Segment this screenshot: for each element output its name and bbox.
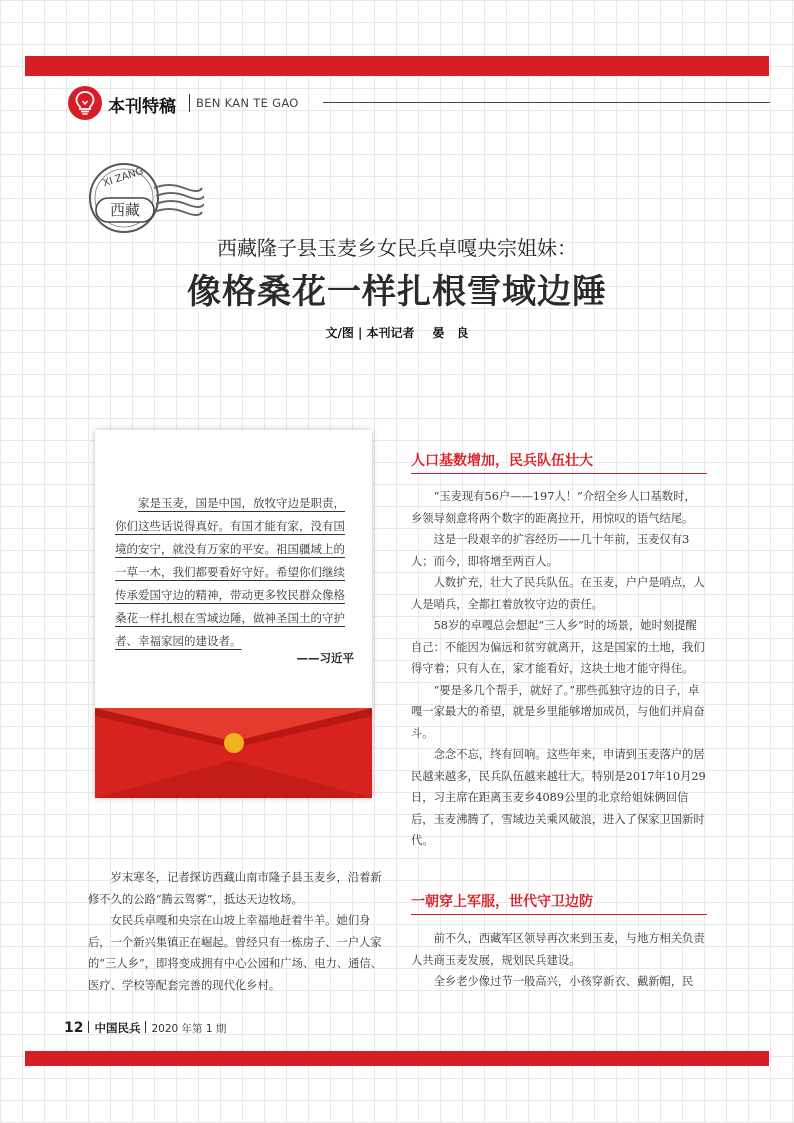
quote-author: ——习近平 [296, 651, 354, 665]
issue-number: 2020 年第 1 期 [151, 1023, 227, 1035]
right-column-section-1 [411, 486, 707, 852]
paragraph: 这是一段艰辛的扩容经历——几十年前，玉麦仅有3人；而今，即将增至两百人。 [411, 533, 690, 568]
byline-label: 文/图 | 本刊记者 [325, 326, 415, 340]
quote-card [95, 430, 372, 798]
paragraph: 人数扩充，壮大了民兵队伍。在玉麦，户户是哨点，人人是哨兵，全都扛着放牧守边的责任。 [411, 576, 705, 611]
stamp-top-text: XI ZANG [101, 165, 145, 190]
subhead-population: 人口基数增加，民兵队伍壮大 [411, 450, 593, 470]
paragraph: 58岁的卓嘎总会想起“三人乡”时的场景，她时刻提醒自己：不能因为偏远和贫穷就离开，这是国家的土地，我们得守着；只有人在，家才能看好，这块土地才能守得住。 [411, 619, 705, 675]
section-divider [189, 94, 190, 112]
bottom-red-bar [25, 1051, 769, 1066]
magazine-name: 中国民兵 [94, 1021, 141, 1035]
article-kicker: 西藏隆子县玉麦乡女民兵卓嘎央宗姐妹： [217, 236, 577, 260]
section-header [68, 86, 770, 120]
paragraph: 岁末寒冬，记者探访西藏山南市隆子县玉麦乡，沿着新修不久的公路“腾云驾雾”，抵达天边牧场。 [88, 871, 382, 906]
lightbulb-icon [68, 86, 102, 120]
xizang-postmark-stamp [84, 158, 204, 238]
page-footer [64, 1017, 226, 1036]
section-pinyin: BEN KAN TE GAO [196, 96, 299, 110]
section-rule [323, 102, 770, 103]
subhead-uniform: 一朝穿上军服，世代守卫边防 [411, 891, 593, 911]
paragraph: 前不久，西藏军区领导再次来到玉麦，与地方相关负责人共商玉麦发展，规划民兵建设。 [411, 932, 705, 967]
top-red-bar [25, 56, 769, 76]
left-column [88, 867, 383, 996]
page-number: 12 [64, 1020, 84, 1036]
envelope-seal [224, 733, 244, 753]
quote-text: 家是玉麦，国是中国，放牧守边是职责，你们这些话说得真好。有国才能有家，没有国境的安宁，就没有万家的平安。祖国疆域上的一草一木，我们都要看好守好。希望你们继续传承爱国守边的精神，带动更多牧民群众像格桑花一样扎根在雪域边陲，做神圣国土的守护者、幸福家园的建设者。 [115, 496, 345, 648]
right-column-section-2 [411, 928, 707, 993]
paragraph: “玉麦现有56户——197人！”介绍全乡人口基数时，乡领导刻意将两个数字的距离拉开，用惊叹的语气结尾。 [411, 490, 696, 525]
red-envelope-graphic [95, 708, 372, 798]
section-title: 本刊特稿 [108, 97, 176, 117]
paragraph: 女民兵卓嘎和央宗在山坡上幸福地赶着牛羊。她们身后，一个新兴集镇正在崛起。曾经只有一栋房子、一户人家的“三人乡”，即将变成拥有中心公园和广场、电力、通信、医疗、学校等配套完善的现代化乡村。 [88, 914, 382, 992]
stamp-center-text: 西藏 [109, 201, 141, 219]
footer-divider [88, 1021, 89, 1033]
footer-divider [145, 1021, 146, 1033]
paragraph: “要是多几个帮手，就好了。”那些孤独守边的日子，卓嘎一家最大的希望，就是乡里能够增加成员，与他们并肩奋斗。 [411, 683, 705, 740]
byline [0, 324, 794, 341]
paragraph: 全乡老少像过节一般高兴，小孩穿新衣、戴新帽，民 [433, 975, 694, 988]
byline-author: 晏 良 [432, 326, 469, 340]
article-headline: 像格桑花一样扎根雪域边陲 [187, 272, 607, 312]
paragraph: 念念不忘，终有回响。这些年来，申请到玉麦落户的居民越来越多，民兵队伍越来越壮大。特别是2017年10月29日，习主席在距离玉麦乡4089公里的北京给姐妹俩回信后，玉麦沸腾了，雪域边关乘风破浪，进入了保家卫国新时代。 [411, 748, 706, 847]
